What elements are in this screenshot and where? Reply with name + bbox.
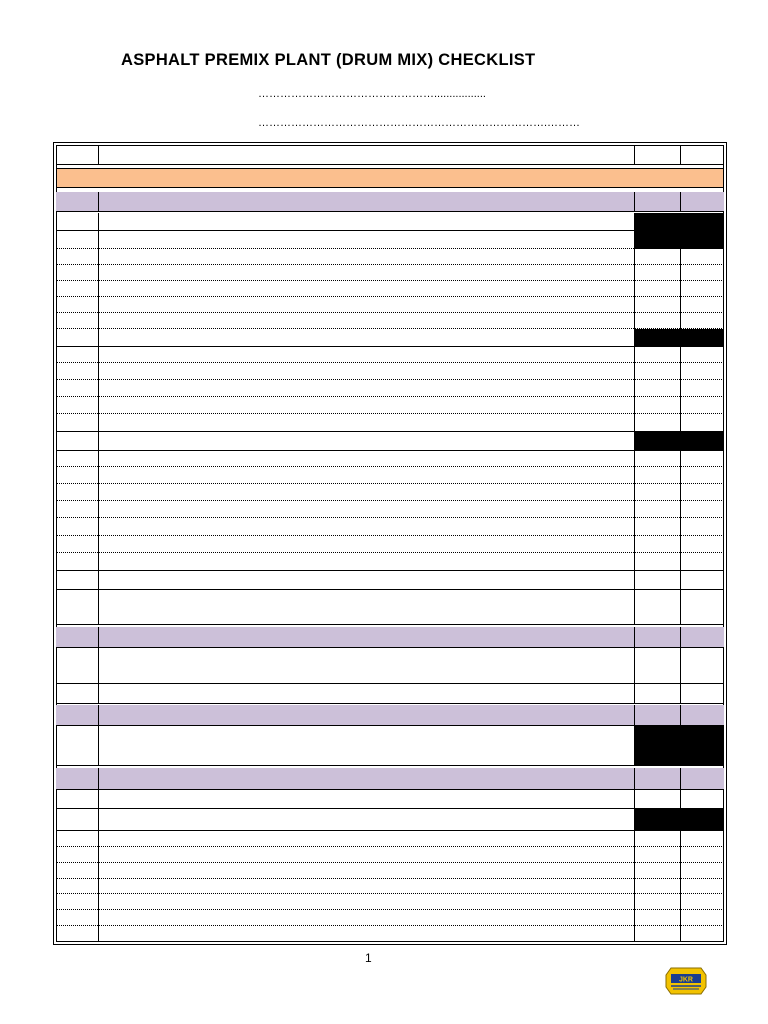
checklist-row [56,910,724,926]
item-number-cell [56,467,98,484]
checklist-row [56,265,724,281]
checklist-row [56,501,724,518]
no-check-cell[interactable] [680,265,724,281]
yes-check-cell[interactable] [634,484,680,501]
subsection-header-row [56,705,724,726]
no-check-cell[interactable] [680,571,724,590]
yes-check-cell[interactable] [634,831,680,847]
item-number-cell [56,894,98,910]
item-number-cell [56,879,98,894]
item-description-cell [98,484,634,501]
yes-check-cell[interactable] [634,380,680,397]
checklist-row [56,894,724,910]
item-number-cell [56,809,98,831]
no-check-cell[interactable] [680,484,724,501]
checklist-row [56,926,724,942]
item-number-cell [56,265,98,281]
yes-check-cell[interactable] [634,590,680,625]
item-number-cell [56,831,98,847]
checklist-row [56,432,724,451]
yes-check-cell[interactable] [634,145,680,164]
item-number-cell [56,571,98,590]
checklist-row [56,790,724,809]
item-description-cell [98,249,634,265]
item-number-cell [56,231,98,249]
yes-check-cell[interactable] [634,313,680,329]
item-description-cell [98,809,634,831]
yes-check-cell[interactable] [634,265,680,281]
no-check-cell[interactable] [680,831,724,847]
no-check-cell[interactable] [680,879,724,894]
item-description-cell [98,684,634,704]
yes-check-cell[interactable] [634,536,680,553]
yes-check-cell[interactable] [634,894,680,910]
yes-check-cell[interactable] [634,768,680,790]
no-check-cell[interactable] [680,249,724,265]
subsection-header-row [56,627,724,648]
item-description-cell [98,726,634,766]
item-number-cell [56,192,98,212]
yes-check-cell[interactable] [634,467,680,484]
no-check-cell[interactable] [680,627,724,648]
checklist-row [56,571,724,590]
no-check-cell[interactable] [680,192,724,212]
item-description-cell [98,768,634,790]
item-description-cell [98,648,634,684]
item-description-cell [98,297,634,313]
item-description-cell [98,363,634,380]
item-number-cell [56,249,98,265]
yes-check-cell[interactable] [634,627,680,648]
fill-in-line-1[interactable]: …………………………………………................. [258,88,486,100]
item-description-cell [98,451,634,467]
yes-check-cell[interactable] [634,879,680,894]
checklist-row [56,414,724,432]
item-number-cell [56,684,98,704]
checklist-row [56,380,724,397]
item-description-cell [98,518,634,536]
checklist-row [56,363,724,380]
checklist-row [56,313,724,329]
no-check-cell[interactable] [680,414,724,432]
item-number-cell [56,863,98,879]
item-number-cell [56,329,98,347]
yes-check-cell[interactable] [634,297,680,313]
yes-check-cell[interactable] [634,518,680,536]
item-number-cell [56,768,98,790]
item-number-cell [56,380,98,397]
yes-check-cell[interactable] [634,501,680,518]
checklist-row [56,484,724,501]
item-description-cell [98,831,634,847]
yes-check-cell[interactable] [634,329,680,347]
checklist-row [56,213,724,231]
checklist-row [56,281,724,297]
section-header-row [56,168,724,188]
item-description-cell [98,281,634,297]
no-check-cell[interactable] [680,590,724,625]
checklist-row [56,847,724,863]
item-description-cell [98,879,634,894]
yes-check-cell[interactable] [634,809,680,831]
item-description-cell [98,536,634,553]
item-description-cell [98,590,634,625]
item-number-cell [56,847,98,863]
item-description-cell [98,380,634,397]
yes-check-cell[interactable] [634,553,680,571]
item-description-cell [98,894,634,910]
no-check-cell[interactable] [680,281,724,297]
checklist-row [56,397,724,414]
no-check-cell[interactable] [680,809,724,831]
item-description-cell [98,213,634,231]
no-check-cell[interactable] [680,726,724,766]
yes-check-cell[interactable] [634,648,680,684]
checklist-row [56,347,724,363]
item-number-cell [56,553,98,571]
yes-check-cell[interactable] [634,213,680,231]
yes-check-cell[interactable] [634,926,680,942]
yes-check-cell[interactable] [634,863,680,879]
item-description-cell [98,847,634,863]
item-number-cell [56,790,98,809]
no-check-cell[interactable] [680,363,724,380]
item-description-cell [98,145,634,164]
checklist-row [56,879,724,894]
no-check-cell[interactable] [680,518,724,536]
subsection-header-row [56,768,724,790]
yes-check-cell[interactable] [634,847,680,863]
item-number-cell [56,145,98,164]
item-description-cell [98,705,634,726]
checklist-row [56,249,724,265]
checklist-row [56,451,724,467]
checklist-row [56,863,724,879]
yes-check-cell[interactable] [634,432,680,451]
subsection-header-row [56,192,724,212]
no-check-cell[interactable] [680,313,724,329]
checklist-row [56,467,724,484]
yes-check-cell[interactable] [634,397,680,414]
yes-check-cell[interactable] [634,249,680,265]
item-number-cell [56,313,98,329]
no-check-cell[interactable] [680,329,724,347]
no-check-cell[interactable] [680,705,724,726]
no-check-cell[interactable] [680,467,724,484]
item-description-cell [98,926,634,942]
no-check-cell[interactable] [680,847,724,863]
item-description-cell [98,910,634,926]
no-check-cell[interactable] [680,684,724,704]
no-check-cell[interactable] [680,380,724,397]
no-check-cell[interactable] [680,397,724,414]
page-number: 1 [365,951,372,965]
no-check-cell[interactable] [680,553,724,571]
yes-check-cell[interactable] [634,347,680,363]
no-check-cell[interactable] [680,432,724,451]
item-description-cell [98,192,634,212]
item-description-cell [98,571,634,590]
item-number-cell [56,347,98,363]
checklist-row [56,726,724,766]
no-check-cell[interactable] [680,790,724,809]
checklist-row [56,536,724,553]
item-number-cell [56,705,98,726]
yes-check-cell[interactable] [634,281,680,297]
no-check-cell[interactable] [680,926,724,942]
checklist-row [56,297,724,313]
item-description-cell [98,467,634,484]
item-number-cell [56,501,98,518]
item-number-cell [56,484,98,501]
item-description-cell [98,553,634,571]
yes-check-cell[interactable] [634,726,680,766]
no-check-cell[interactable] [680,213,724,231]
checklist-row [56,809,724,831]
item-number-cell [56,281,98,297]
no-check-cell[interactable] [680,768,724,790]
yes-check-cell[interactable] [634,231,680,249]
yes-check-cell[interactable] [634,414,680,432]
yes-check-cell[interactable] [634,705,680,726]
no-check-cell[interactable] [680,536,724,553]
yes-check-cell[interactable] [634,790,680,809]
item-description-cell [98,627,634,648]
item-description-cell [98,863,634,879]
no-check-cell[interactable] [680,451,724,467]
no-check-cell[interactable] [680,648,724,684]
checklist-row [56,518,724,536]
yes-check-cell[interactable] [634,363,680,380]
item-description-cell [98,347,634,363]
item-number-cell [56,363,98,380]
yes-check-cell[interactable] [634,451,680,467]
item-number-cell [56,726,98,766]
document-title: ASPHALT PREMIX PLANT (DRUM MIX) CHECKLIST [121,51,536,69]
yes-check-cell[interactable] [634,571,680,590]
checklist-row [56,831,724,847]
logo-text: JKR [678,976,694,984]
item-number-cell [56,590,98,625]
item-number-cell [56,536,98,553]
no-check-cell[interactable] [680,501,724,518]
jkr-logo-icon [665,967,707,995]
yes-check-cell[interactable] [634,910,680,926]
item-description-cell [98,397,634,414]
checklist-row [56,590,724,625]
item-number-cell [56,397,98,414]
no-check-cell[interactable] [680,145,724,164]
checklist-row [56,231,724,249]
no-check-cell[interactable] [680,910,724,926]
no-check-cell[interactable] [680,231,724,249]
no-check-cell[interactable] [680,863,724,879]
item-number-cell [56,648,98,684]
checklist-row [56,648,724,684]
fill-in-line-2[interactable]: …………………………………………………………………….……… [258,117,581,129]
item-description-cell [98,313,634,329]
yes-check-cell[interactable] [634,192,680,212]
table-header-row [56,145,724,165]
item-number-cell [56,518,98,536]
no-check-cell[interactable] [680,347,724,363]
item-description-cell [98,414,634,432]
no-check-cell[interactable] [680,894,724,910]
item-description-cell [98,265,634,281]
item-number-cell [56,213,98,231]
item-description-cell [98,790,634,809]
yes-check-cell[interactable] [634,684,680,704]
item-number-cell [56,627,98,648]
checklist-row [56,684,724,704]
item-number-cell [56,910,98,926]
checklist-row [56,329,724,347]
item-number-cell [56,414,98,432]
item-number-cell [56,451,98,467]
item-number-cell [56,432,98,451]
no-check-cell[interactable] [680,297,724,313]
item-description-cell [98,231,634,249]
item-number-cell [56,926,98,942]
item-number-cell [56,297,98,313]
item-description-cell [98,432,634,451]
item-description-cell [98,329,634,347]
checklist-row [56,553,724,571]
item-description-cell [98,501,634,518]
